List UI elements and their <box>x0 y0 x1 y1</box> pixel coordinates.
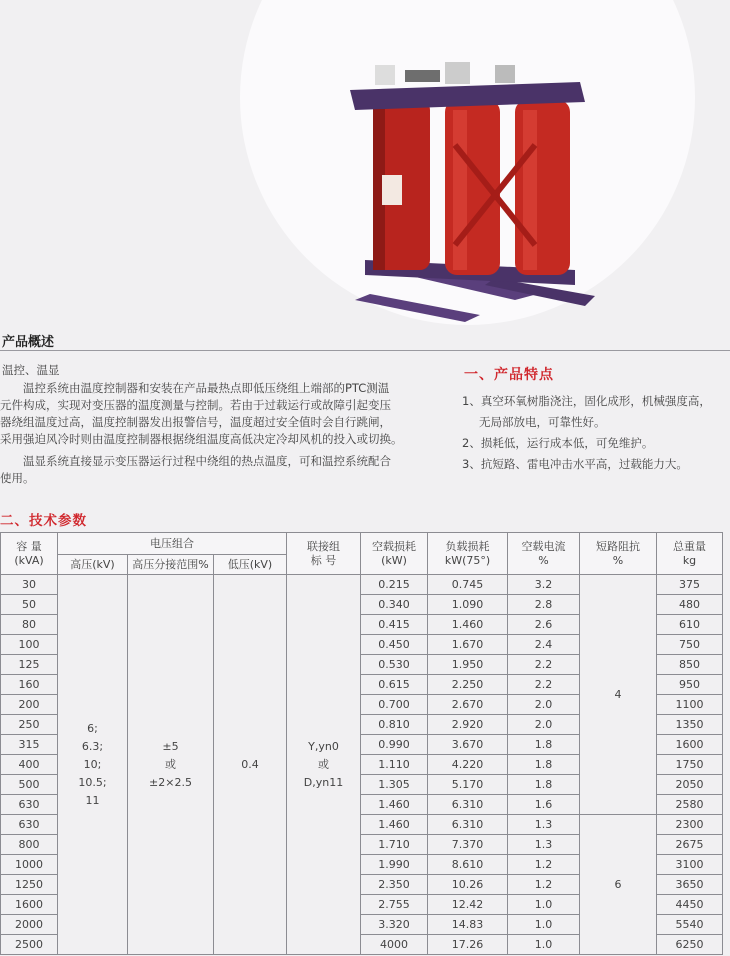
spec-table-body <box>1 575 723 955</box>
cell-load-loss: 2.920 <box>428 715 508 735</box>
cell-capacity: 125 <box>1 655 58 675</box>
cell-noload-loss: 1.305 <box>361 775 428 795</box>
cell-vector-merged <box>287 575 361 955</box>
cell-impedance-b: 6 <box>580 815 657 955</box>
cell-weight: 2675 <box>657 835 723 855</box>
transformer-image <box>345 60 595 330</box>
cell-noload-current: 1.0 <box>508 935 580 955</box>
cell-noload-loss: 3.320 <box>361 915 428 935</box>
cell-load-loss: 0.745 <box>428 575 508 595</box>
cell-capacity: 160 <box>1 675 58 695</box>
cell-noload-loss: 0.215 <box>361 575 428 595</box>
header-voltage-group: 电压组合 <box>58 533 287 555</box>
cell-noload-current: 1.8 <box>508 775 580 795</box>
cell-load-loss: 10.26 <box>428 875 508 895</box>
cell-load-loss: 1.670 <box>428 635 508 655</box>
header-noload-current: 空载电流 % <box>508 533 580 575</box>
header-hv: 高压(kV) <box>58 555 128 575</box>
cell-capacity: 2500 <box>1 935 58 955</box>
overview-paragraph-line: 使用。 <box>0 471 35 485</box>
cell-noload-current: 2.8 <box>508 595 580 615</box>
header-load-loss: 负载损耗 kW(75°) <box>428 533 508 575</box>
cell-capacity: 400 <box>1 755 58 775</box>
cell-noload-current: 2.6 <box>508 615 580 635</box>
cell-noload-loss: 1.110 <box>361 755 428 775</box>
cell-load-loss: 5.170 <box>428 775 508 795</box>
cell-weight: 610 <box>657 615 723 635</box>
header-lv: 低压(kV) <box>214 555 287 575</box>
cell-load-loss: 2.670 <box>428 695 508 715</box>
cell-load-loss: 17.26 <box>428 935 508 955</box>
header-impedance: 短路阻抗 % <box>580 533 657 575</box>
cell-capacity: 1250 <box>1 875 58 895</box>
feature-item: 3、抗短路、雷电冲击水平高，过载能力大。 <box>462 457 688 471</box>
cell-load-loss: 4.220 <box>428 755 508 775</box>
cell-noload-loss: 1.460 <box>361 795 428 815</box>
cell-noload-loss: 1.460 <box>361 815 428 835</box>
section-divider <box>0 350 730 351</box>
cell-weight: 1750 <box>657 755 723 775</box>
cell-noload-current: 2.2 <box>508 675 580 695</box>
cell-weight: 750 <box>657 635 723 655</box>
cell-capacity: 315 <box>1 735 58 755</box>
cell-noload-current: 1.0 <box>508 895 580 915</box>
cell-noload-loss: 0.530 <box>361 655 428 675</box>
cell-capacity: 1600 <box>1 895 58 915</box>
cell-load-loss: 1.090 <box>428 595 508 615</box>
cell-noload-current: 1.0 <box>508 915 580 935</box>
hv-value: 11 <box>85 793 100 807</box>
cell-weight: 5540 <box>657 915 723 935</box>
feature-item: 1、真空环氧树脂浇注，固化成形，机械强度高， <box>462 394 711 408</box>
cell-weight: 950 <box>657 675 723 695</box>
tap-value: 或 <box>165 757 176 771</box>
cell-noload-loss: 0.810 <box>361 715 428 735</box>
hv-value: 10; <box>83 757 102 771</box>
vector-value: D,yn11 <box>303 775 344 789</box>
header-vector-group: 联接组 标 号 <box>287 533 361 575</box>
cell-noload-current: 1.8 <box>508 735 580 755</box>
tap-value: ±2×2.5 <box>149 775 192 789</box>
spec-table <box>0 532 723 955</box>
cell-impedance-a: 4 <box>580 575 657 815</box>
cell-noload-loss: 4000 <box>361 935 428 955</box>
header-weight: 总重量 kg <box>657 533 723 575</box>
cell-noload-current: 3.2 <box>508 575 580 595</box>
overview-paragraph-line: 元件构成，实现对变压器的温度测量与控制。若由于过载运行或故障引起变压 <box>0 398 391 412</box>
cell-load-loss: 6.310 <box>428 795 508 815</box>
cell-noload-loss: 1.710 <box>361 835 428 855</box>
header-hv-tap: 高压分接范围% <box>128 555 214 575</box>
cell-lv-merged: 0.4 <box>214 575 287 955</box>
feature-item: 无局部放电，可靠性好。 <box>479 415 606 429</box>
cell-weight: 3100 <box>657 855 723 875</box>
cell-weight: 4450 <box>657 895 723 915</box>
overview-paragraph-line: 采用强迫风冷时则由温度控制器根据绕组温度高低决定冷却风机的投入或切换。 <box>0 432 403 446</box>
cell-load-loss: 12.42 <box>428 895 508 915</box>
cell-capacity: 100 <box>1 635 58 655</box>
cell-tap-merged <box>128 575 214 955</box>
cell-capacity: 1000 <box>1 855 58 875</box>
cell-noload-current: 1.2 <box>508 855 580 875</box>
cell-load-loss: 14.83 <box>428 915 508 935</box>
cell-noload-loss: 0.415 <box>361 615 428 635</box>
hv-value: 10.5; <box>78 775 107 789</box>
cell-capacity: 50 <box>1 595 58 615</box>
header-noload-loss: 空载损耗 (kW) <box>361 533 428 575</box>
cell-capacity: 30 <box>1 575 58 595</box>
cell-load-loss: 8.610 <box>428 855 508 875</box>
cell-capacity: 500 <box>1 775 58 795</box>
cell-noload-current: 2.4 <box>508 635 580 655</box>
cell-weight: 1600 <box>657 735 723 755</box>
params-title: 二、技术参数 <box>0 513 87 529</box>
feature-item: 2、损耗低，运行成本低，可免维护。 <box>462 436 654 450</box>
table-row <box>1 575 723 595</box>
cell-noload-loss: 0.615 <box>361 675 428 695</box>
overview-paragraph-line: 温控系统由温度控制器和安装在产品最热点即低压绕组上端部的PTC测温 <box>0 381 390 395</box>
product-photo-area <box>0 0 730 335</box>
cell-weight: 6250 <box>657 935 723 955</box>
hv-value: 6; <box>87 721 98 735</box>
features-title: 一、产品特点 <box>464 367 554 383</box>
cell-noload-current: 1.3 <box>508 815 580 835</box>
cell-weight: 850 <box>657 655 723 675</box>
vector-value: 或 <box>318 757 329 771</box>
cell-capacity: 2000 <box>1 915 58 935</box>
cell-noload-loss: 0.700 <box>361 695 428 715</box>
header-capacity: 容 量 (kVA) <box>1 533 58 575</box>
cell-noload-current: 1.8 <box>508 755 580 775</box>
tap-value: ±5 <box>162 739 179 753</box>
overview-paragraph-line: 温显系统直接显示变压器运行过程中绕组的热点温度，可和温控系统配合 <box>0 454 391 468</box>
cell-weight: 375 <box>657 575 723 595</box>
cell-weight: 2050 <box>657 775 723 795</box>
cell-capacity: 250 <box>1 715 58 735</box>
cell-weight: 3650 <box>657 875 723 895</box>
cell-weight: 2580 <box>657 795 723 815</box>
cell-noload-current: 2.0 <box>508 715 580 735</box>
cell-noload-loss: 0.340 <box>361 595 428 615</box>
cell-noload-loss: 2.350 <box>361 875 428 895</box>
overview-title: 产品概述 <box>2 335 55 350</box>
cell-weight: 1350 <box>657 715 723 735</box>
cell-noload-loss: 0.450 <box>361 635 428 655</box>
cell-noload-current: 1.6 <box>508 795 580 815</box>
cell-capacity: 630 <box>1 815 58 835</box>
overview-paragraph-line: 器绕组温度过高，温度控制器发出报警信号，温度超过安全值时会自行跳闸， <box>0 415 391 429</box>
cell-load-loss: 2.250 <box>428 675 508 695</box>
cell-capacity: 800 <box>1 835 58 855</box>
cell-noload-loss: 0.990 <box>361 735 428 755</box>
features-list <box>462 391 730 475</box>
cell-weight: 480 <box>657 595 723 615</box>
cell-noload-current: 1.3 <box>508 835 580 855</box>
cell-weight: 1100 <box>657 695 723 715</box>
cell-noload-loss: 1.990 <box>361 855 428 875</box>
overview-subtitle: 温控、温显 <box>2 363 60 377</box>
cell-capacity: 200 <box>1 695 58 715</box>
cell-load-loss: 7.370 <box>428 835 508 855</box>
cell-noload-current: 1.2 <box>508 875 580 895</box>
cell-noload-current: 2.2 <box>508 655 580 675</box>
cell-hv-merged <box>58 575 128 955</box>
cell-capacity: 630 <box>1 795 58 815</box>
cell-noload-loss: 2.755 <box>361 895 428 915</box>
hv-value: 6.3; <box>81 739 104 753</box>
cell-capacity: 80 <box>1 615 58 635</box>
cell-load-loss: 3.670 <box>428 735 508 755</box>
vector-value: Y,yn0 <box>308 739 339 753</box>
cell-weight: 2300 <box>657 815 723 835</box>
cell-load-loss: 6.310 <box>428 815 508 835</box>
cell-load-loss: 1.950 <box>428 655 508 675</box>
cell-noload-current: 2.0 <box>508 695 580 715</box>
cell-load-loss: 1.460 <box>428 615 508 635</box>
